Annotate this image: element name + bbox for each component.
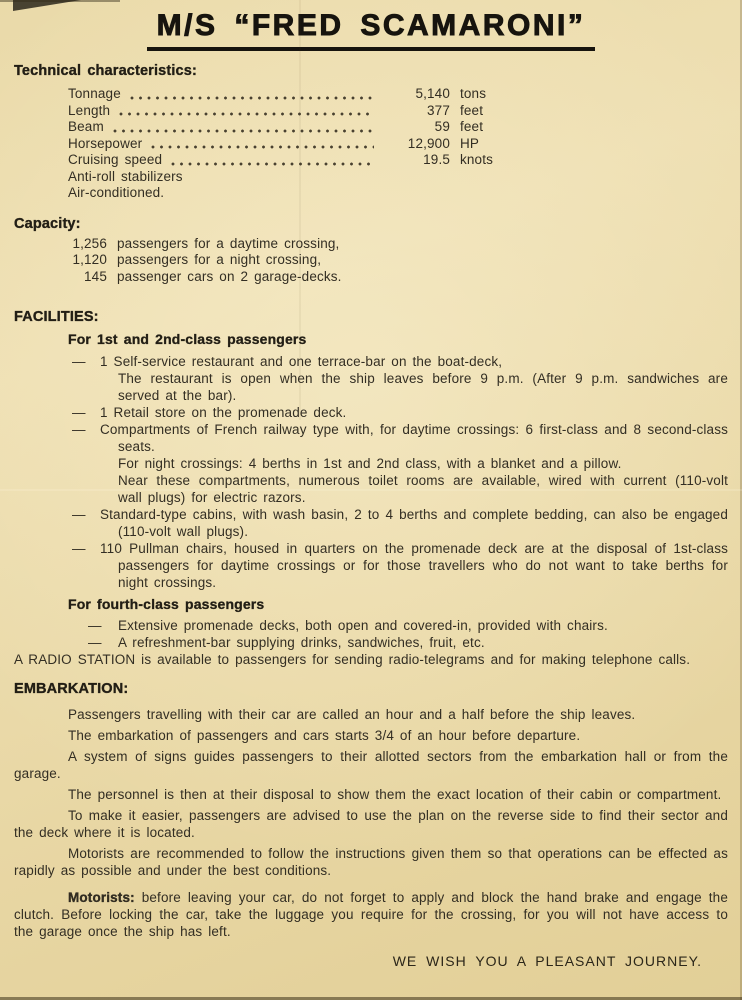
list-item: — Standard-type cabins, with wash basin, 2 to 4 berths and complete bedding, can also be engaged (110-volt wall plugs). bbox=[14, 506, 728, 540]
capacity-number: 1,120 bbox=[72, 252, 107, 267]
spec-row-tonnage bbox=[68, 86, 504, 103]
class4-bullet-list bbox=[14, 617, 728, 651]
list-item: — A refreshment-bar supplying drinks, sandwiches, fruit, etc. bbox=[14, 634, 728, 651]
motorists-lead: Motorists: bbox=[68, 890, 135, 905]
capacity-row bbox=[14, 252, 728, 269]
paragraph: The embarkation of passengers and cars starts 3/4 of an hour before departure. bbox=[68, 728, 581, 743]
list-item-note: Near these compartments, numerous toilet rooms are available, wired with current (110-volt wall plugs) for electric razors. bbox=[118, 473, 728, 505]
motorists-paragraph bbox=[14, 889, 728, 940]
radio-station-note: A RADIO STATION is available to passengers for sending radio-telegrams and for making telephone calls. bbox=[14, 652, 691, 667]
spec-value: 59 bbox=[434, 119, 450, 134]
section-embarkation bbox=[14, 681, 728, 940]
title-block bbox=[14, 8, 728, 51]
spec-table bbox=[68, 86, 504, 169]
facilities-heading: FACILITIES: bbox=[14, 309, 99, 325]
capacity-text: passenger cars on 2 garage-decks. bbox=[117, 268, 342, 284]
paragraph: To make it easier, passengers are advised to use the plan on the reverse side to find their sector and the deck where it is located. bbox=[14, 808, 728, 840]
spec-unit: tons bbox=[460, 86, 487, 101]
embarkation-heading: EMBARKATION: bbox=[14, 681, 129, 697]
capacity-row bbox=[14, 269, 728, 286]
dotted-leader bbox=[113, 129, 374, 133]
paragraph: Passengers travelling with their car are called an hour and a half before the ship leaves. bbox=[68, 707, 636, 722]
spec-unit: feet bbox=[460, 102, 484, 118]
dotted-leader bbox=[119, 112, 374, 116]
tech-heading: Technical characteristics: bbox=[14, 63, 197, 79]
class12-bullet-list bbox=[14, 353, 728, 591]
spec-unit: feet bbox=[460, 119, 484, 134]
capacity-text: passengers for a night crossing, bbox=[117, 252, 322, 267]
dotted-leader bbox=[130, 96, 374, 100]
tech-notes bbox=[68, 169, 728, 202]
spec-unit: knots bbox=[460, 152, 494, 167]
spec-value: 5,140 bbox=[415, 86, 450, 101]
section-technical-characteristics bbox=[14, 63, 728, 202]
spec-label: Length bbox=[68, 102, 111, 118]
list-item: — 1 Retail store on the promenade deck. bbox=[14, 404, 728, 421]
spec-label: Horsepower bbox=[68, 135, 143, 151]
spec-label: Beam bbox=[68, 119, 104, 134]
page-title: M/S “FRED SCAMARONI” bbox=[147, 8, 596, 51]
spec-label: Cruising speed bbox=[68, 152, 163, 167]
spec-label: Tonnage bbox=[68, 86, 121, 101]
spec-value: 12,900 bbox=[407, 135, 450, 151]
tech-note-stabilizers: Anti-roll stabilizers bbox=[68, 168, 183, 184]
list-item: — Compartments of French railway type with, for daytime crossings: 6 first-class and 8 second-class seats. bbox=[14, 421, 728, 455]
tech-note-air-conditioned: Air-conditioned. bbox=[68, 185, 165, 200]
paragraph: A system of signs guides passengers to their allotted sectors from the embarkation hall or from the garage. bbox=[14, 749, 728, 781]
paper-crease-horizontal bbox=[0, 489, 742, 491]
paragraph: The personnel is then at their disposal to show them the exact location of their cabin or compartment. bbox=[68, 787, 722, 802]
capacity-text: passengers for a daytime crossing, bbox=[117, 235, 340, 251]
spec-row-beam bbox=[68, 119, 504, 136]
spec-row-horsepower bbox=[68, 136, 504, 153]
spec-row-length bbox=[68, 103, 504, 120]
class4-heading: For fourth-class passengers bbox=[68, 596, 265, 612]
spec-row-cruising-speed bbox=[68, 152, 504, 169]
paragraph: Motorists are recommended to follow the instructions given them so that operations can be effected as rapidly as possible and under the best conditions. bbox=[14, 846, 728, 878]
motorists-text: before leaving your car, do not forget to apply and block the hand brake and engage the clutch. Before locking the car, take the luggage you require for the crossing, for you will not have access to the garage once the ship has left. bbox=[14, 890, 728, 939]
paper-crease-vertical bbox=[299, 0, 301, 420]
list-item: — Extensive promenade decks, both open and covered-in, provided with chairs. bbox=[14, 617, 728, 634]
scan-artifact-top-edge bbox=[0, 0, 120, 2]
spec-value: 377 bbox=[427, 102, 450, 118]
list-item: — 110 Pullman chairs, housed in quarters on the promenade deck are at the disposal of 1st-class passengers for daytime crossings or for those travellers who do not want to take berths for night crossings. bbox=[14, 540, 728, 591]
capacity-row bbox=[14, 236, 728, 253]
capacity-number: 145 bbox=[84, 268, 107, 284]
closing-message: WE WISH YOU A PLEASANT JOURNEY. bbox=[392, 953, 702, 969]
section-capacity bbox=[14, 216, 728, 286]
list-item-note: For night crossings: 4 berths in 1st and 2nd class, with a blanket and a pillow. bbox=[118, 456, 622, 471]
list-item: — 1 Self-service restaurant and one terrace-bar on the boat-deck, bbox=[14, 353, 728, 370]
capacity-heading: Capacity: bbox=[14, 215, 81, 232]
capacity-number: 1,256 bbox=[72, 235, 107, 251]
dotted-leader bbox=[171, 162, 374, 166]
capacity-rows bbox=[14, 236, 728, 286]
list-item-note: The restaurant is open when the ship leaves before 9 p.m. (After 9 p.m. sandwiches are served at the bar). bbox=[118, 371, 728, 403]
spec-value: 19.5 bbox=[423, 152, 450, 167]
dotted-leader bbox=[151, 145, 374, 149]
spec-unit: HP bbox=[460, 135, 480, 151]
class12-heading: For 1st and 2nd-class passengers bbox=[68, 331, 307, 347]
